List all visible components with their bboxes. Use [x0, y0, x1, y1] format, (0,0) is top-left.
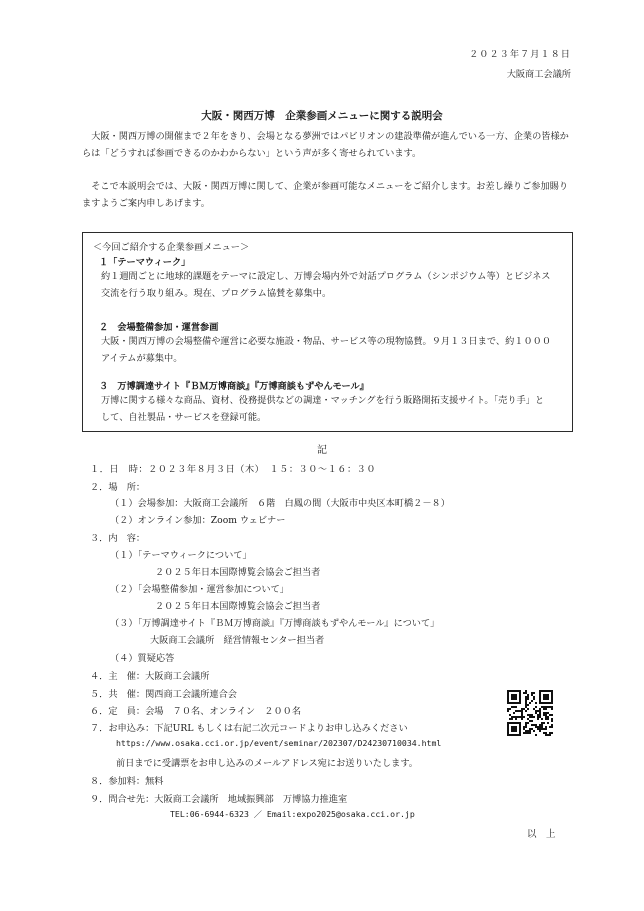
detail-content-label: ３．内 容：	[90, 533, 146, 544]
menu-item-1-title: １「テーマウィーク」	[99, 257, 191, 268]
detail-content-3: （３）「万博調達サイト『ＢＭ万博商談』『万博商談もずやんモール』について」	[110, 618, 440, 629]
detail-datetime: １．日 時：２０２３年８月３日（木） １５：３０～１６：３０	[90, 464, 377, 475]
detail-content-4: （４）質疑応答	[110, 653, 175, 664]
closing-mark: 以 上	[527, 829, 556, 840]
detail-place-label: ２．場 所：	[90, 482, 146, 493]
detail-capacity: ６．定 員：会場 ７０名、オンライン ２００名	[90, 706, 302, 717]
page-title: 大阪・関西万博 企業参画メニューに関する説明会	[201, 110, 443, 122]
qr-code-icon	[507, 690, 553, 736]
menu-item-3-body: 万博に関する様々な商品、資材、役務提供などの調達・マッチングを行う販路開拓支援サイト。「売り手」として、自社製品・サービスを登録可能。	[101, 395, 545, 423]
menu-box	[82, 232, 573, 432]
menu-item-2-title: ２ 会場整備参加・運営参画	[99, 322, 219, 333]
detail-place-venue: （１）会場参加：大阪商工会議所 ６階 白鳳の間（大阪市中央区本町橋２－８）	[110, 498, 450, 509]
menu-item-1-body: 約１週間ごとに地球的課題をテーマに設定し、万博会場内外で対話プログラム（シンポジウム等）とビジネス交流を行う取り組み。現在、プログラム協賛を募集中。	[101, 271, 551, 299]
menu-item-2-body: 大阪・関西万博の会場整備や運営に必要な施設・物品、サービス等の現物協賛。９月１３日まで、約１０００アイテムが募集中。	[101, 336, 552, 364]
contact-info: TEL:06-6944-6323 ／ Email:expo2025@osaka.cci.or.jp	[170, 809, 415, 819]
document-date: ２０２３年７月１８日	[469, 49, 571, 60]
detail-content-1-speaker: ２０２５年日本国際博覧会協会ご担当者	[155, 567, 321, 578]
intro-paragraph-1: 大阪・関西万博の開催まで２年をきり、会場となる夢洲ではパビリオンの建設準備が進んでいる一方、企業の皆様からは「どうすれば参画できるのかわからない」という声が多く寄せられています。	[82, 131, 569, 159]
detail-place-online: （２）オンライン参加：Zoom ウェビナー	[110, 515, 286, 526]
detail-organizer: ４．主 催：大阪商工会議所	[90, 671, 210, 682]
document-issuer: 大阪商工会議所	[506, 69, 571, 80]
detail-content-3-speaker: 大阪商工会議所 経営情報センター担当者	[150, 635, 325, 646]
detail-contact: ９．問合せ先：大阪商工会議所 地域振興部 万博協力推進室	[90, 794, 348, 805]
detail-content-2-speaker: ２０２５年日本国際博覧会協会ご担当者	[155, 601, 321, 612]
application-url-link[interactable]: https://www.osaka.cci.or.jp/event/seminar/202307/D24230710034.html	[116, 738, 442, 748]
menu-item-3-title: ３ 万博調達サイト『ＢＭ万博商談』『万博商談もずやんモール』	[99, 381, 369, 392]
menu-heading: ＜今回ご紹介する企業参画メニュー＞	[93, 242, 250, 253]
intro-paragraph-2: そこで本説明会では、大阪・関西万博に関して、企業が参画可能なメニューをご紹介します。お差し繰りご参加賜りますようご案内申しあげます。	[82, 181, 569, 209]
qr-code[interactable]	[507, 690, 553, 736]
detail-co-organizer: ５．共 催：関西商工会議所連合会	[90, 689, 237, 700]
detail-content-2: （２）「会場整備参加・運営参加について」	[110, 584, 289, 595]
detail-application: ７．お申込み：下記URL もしくは右記二次元コードよりお申し込みください	[90, 723, 408, 734]
detail-application-note: 前日までに受講票をお申し込みのメールアドレス宛にお送りいたします。	[116, 758, 418, 769]
detail-fee: ８．参加料：無料	[90, 776, 164, 787]
ki-label: 記	[317, 445, 327, 456]
detail-content-1: （１）「テーマウィークについて」	[110, 550, 252, 561]
